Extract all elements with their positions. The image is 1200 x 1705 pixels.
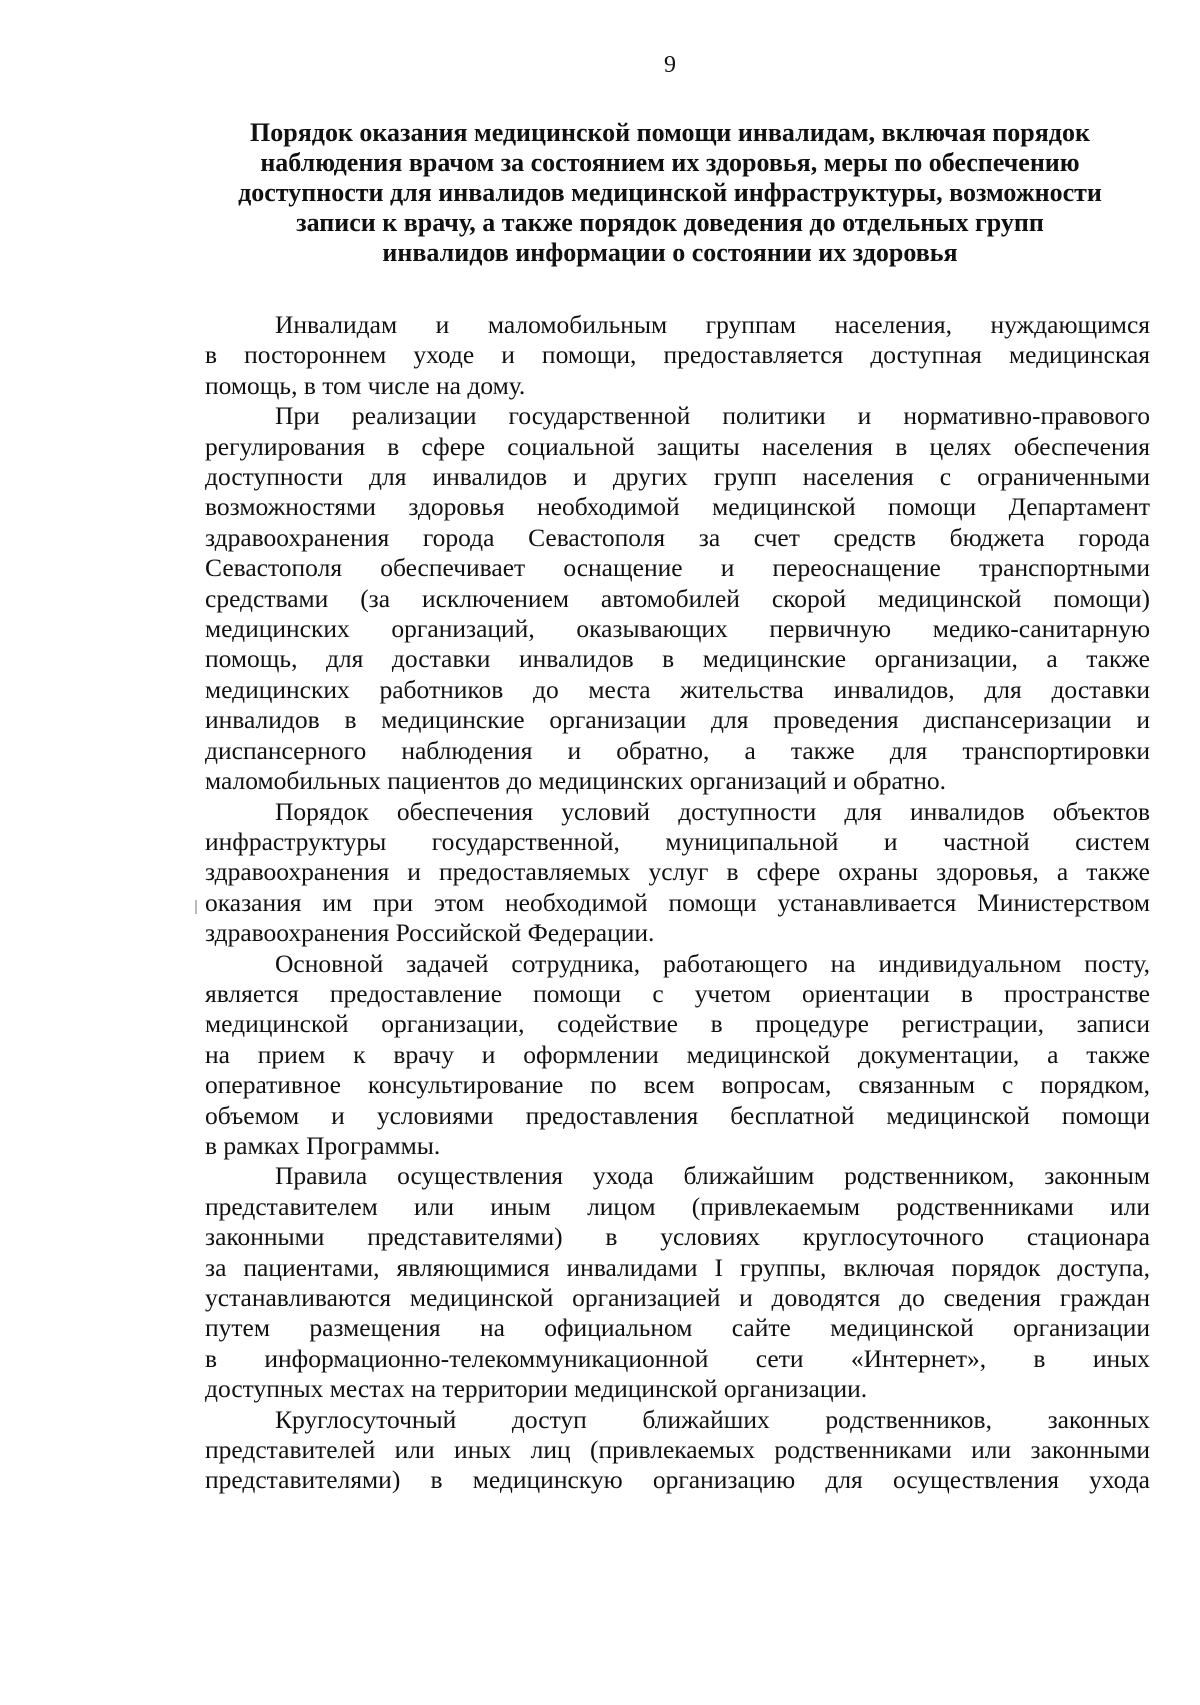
- text-line: законными представителями) в условиях круглосуточного стационара: [205, 1222, 1150, 1252]
- paragraph: [205, 401, 1150, 796]
- text-line: Порядок обеспечения условий доступности для инвалидов объектов: [275, 796, 1150, 826]
- text-line: здравоохранения и предоставляемых услуг в сфере охраны здоровья, а также: [205, 857, 1150, 887]
- paragraph: [205, 1405, 1150, 1496]
- text-line: путем размещения на официальном сайте медицинской организации: [205, 1313, 1150, 1343]
- text-line: маломобильных пациентов до медицинских организаций и обратно.: [205, 766, 947, 796]
- body-text: [205, 310, 1150, 1496]
- scan-artifact: [195, 900, 197, 914]
- text-line: Инвалидам и маломобильным группам населения, нуждающимся: [275, 310, 1150, 339]
- text-line: помощь, для доставки инвалидов в медицинские организации, а также: [205, 644, 1150, 674]
- text-line: объемом и условиями предоставления бесплатной медицинской помощи: [205, 1100, 1150, 1130]
- text-line: помощь, в том числе на дому.: [205, 370, 526, 400]
- text-line: медицинских работников до места жительства инвалидов, для доставки: [205, 674, 1150, 704]
- heading-line: инвалидов информации о состоянии их здоровья: [382, 238, 958, 267]
- heading-line: Порядок оказания медицинской помощи инвалидам, включая порядок: [250, 118, 1090, 147]
- text-line: оперативное консультирование по всем вопросам, связанным с порядком,: [205, 1070, 1150, 1100]
- text-line: в информационно-телекоммуникационной сети «Интернет», в иных: [205, 1343, 1150, 1373]
- text-line: здравоохранения города Севастополя за счет средств бюджета города: [205, 522, 1150, 552]
- heading-line: записи к врачу, а также порядок доведения до отдельных групп: [296, 208, 1044, 237]
- text-line: регулирования в сфере социальной защиты населения в целях обеспечения: [205, 431, 1150, 461]
- text-line: на прием к врачу и оформлении медицинской документации, а также: [205, 1039, 1150, 1069]
- text-line: устанавливаются медицинской организацией и доводятся до сведения граждан: [205, 1283, 1150, 1312]
- text-line: Основной задачей сотрудника, работающего на индивидуальном посту,: [275, 948, 1150, 978]
- paragraph: [205, 1161, 1150, 1404]
- page-number: 9: [664, 52, 676, 78]
- heading-line: наблюдения врачом за состоянием их здоровья, меры по обеспечению: [260, 148, 1080, 177]
- text-line: доступных местах на территории медицинской организации.: [205, 1374, 868, 1404]
- paragraph: [205, 310, 1150, 401]
- text-line: за пациентами, являющимися инвалидами I группы, включая порядок доступа,: [205, 1252, 1150, 1282]
- section-heading: [190, 118, 1150, 268]
- text-line: медицинской организации, содействие в процедуре регистрации, записи: [205, 1009, 1150, 1039]
- paragraph: [205, 797, 1150, 949]
- text-line: Севастополя обеспечивает оснащение и переоснащение транспортными: [205, 553, 1150, 583]
- text-line: доступности для инвалидов и других групп населения с ограниченными: [205, 462, 1150, 492]
- text-line: возможностями здоровья необходимой медицинской помощи Департамент: [205, 492, 1150, 522]
- text-line: Круглосуточный доступ ближайших родственников, законных: [275, 1404, 1150, 1434]
- text-line: инвалидов в медицинские организации для проведения диспансеризации и: [205, 705, 1150, 735]
- text-line: здравоохранения Российской Федерации.: [205, 918, 655, 948]
- text-line: средствами (за исключением автомобилей скорой медицинской помощи): [205, 583, 1150, 613]
- text-line: представителями) в медицинскую организацию для осуществления ухода: [205, 1465, 1150, 1495]
- text-line: Правила осуществления ухода ближайшим родственником, законным: [275, 1161, 1150, 1191]
- heading-line: доступности для инвалидов медицинской инфраструктуры, возможности: [238, 178, 1102, 207]
- text-line: медицинских организаций, оказывающих первичную медико-санитарную: [205, 614, 1150, 644]
- text-line: оказания им при этом необходимой помощи устанавливается Министерством: [205, 887, 1150, 917]
- text-line: в постороннем уходе и помощи, предоставляется доступная медицинская: [205, 340, 1150, 370]
- paragraph: [205, 949, 1150, 1162]
- text-line: При реализации государственной политики и нормативно-правового: [275, 401, 1150, 431]
- text-line: инфраструктуры государственной, муниципальной и частной систем: [205, 826, 1150, 856]
- text-line: диспансерного наблюдения и обратно, а также для транспортировки: [205, 735, 1150, 765]
- text-line: представителем или иным лицом (привлекаемым родственниками или: [205, 1191, 1150, 1221]
- text-line: представителей или иных лиц (привлекаемых родственниками или законными: [205, 1435, 1150, 1465]
- text-line: является предоставление помощи с учетом ориентации в пространстве: [205, 978, 1150, 1008]
- text-line: в рамках Программы.: [205, 1130, 441, 1160]
